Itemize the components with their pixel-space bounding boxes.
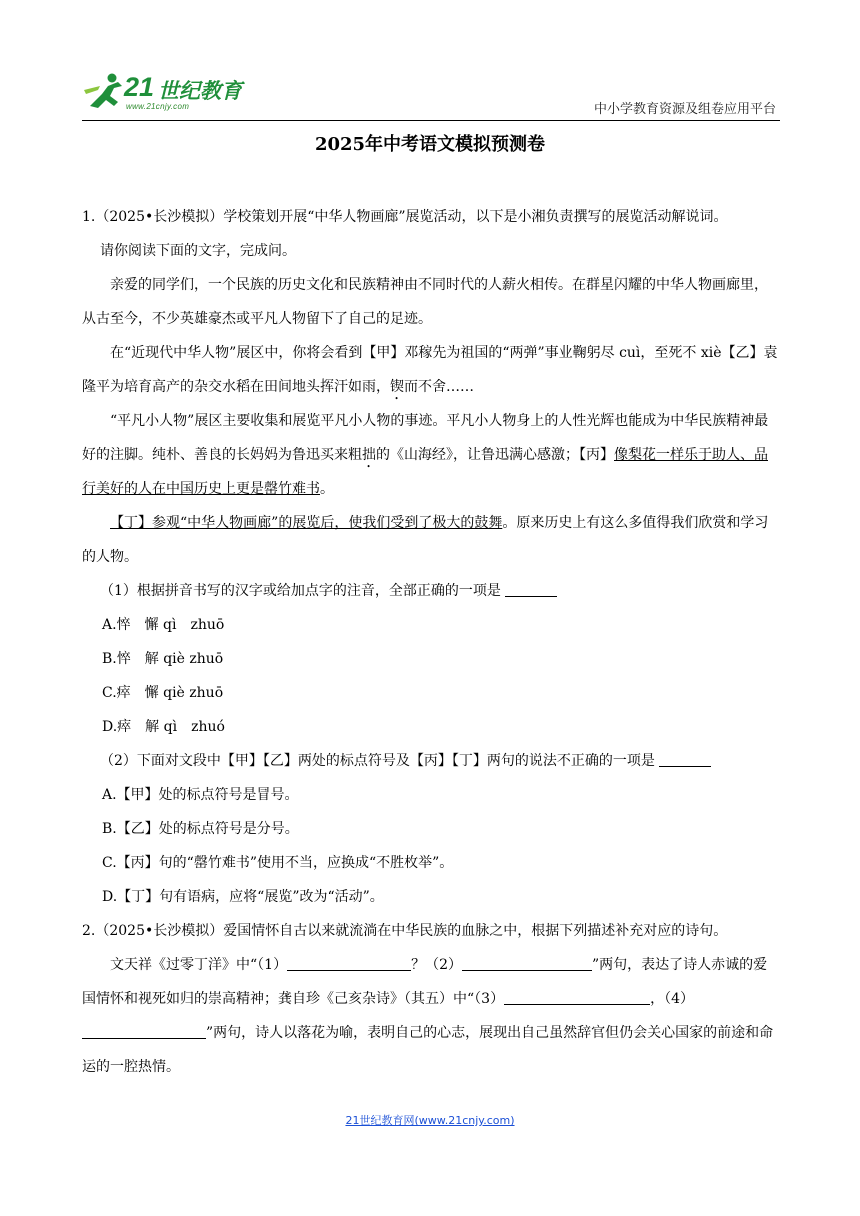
sub1-stem: （1）根据拼音书写的汉字或给加点字的注音，全部正确的一项是 [100,583,501,599]
page-header [82,68,780,121]
underlined-sentence-ding: 【丁】参观“中华人物画廊”的展览后，使我们受到了极大的鼓舞 [110,515,503,531]
q2-text-5: ”两句，诗人以落花为喻，表明自己的心志，展现出自己虽然辞官但仍会关心国家的前途和命运的一腔热情。 [82,1025,774,1075]
answer-blank[interactable] [505,580,557,597]
q2-text-4: ，（4） [650,991,694,1007]
sub-question-2 [82,744,780,778]
platform-label: 中小学教育资源及组卷应用平台 [593,102,776,117]
footer-link[interactable]: 21世纪教育网(www.21cnjy.com) [345,1114,515,1127]
logo-number: 21 [124,72,155,102]
poem-blank-4[interactable] [82,1022,206,1039]
exam-content [82,200,780,1084]
q1-intro-line1: 1.（2025•长沙模拟）学校策划开展“中华人物画廊”展览活动，以下是小湘负责撰写的展览活动解说词。 [82,209,728,225]
page-footer [0,1112,860,1128]
option-a[interactable]: A.【甲】处的标点符号是冒号。 [102,787,299,803]
q1-intro [82,200,780,268]
dotted-char: 锲 [390,379,404,395]
p2-text-a: 在“近现代中华人物”展区中，你将会看到【甲】邓稼先为祖国的“两弹”事业鞠躬尽 cuì，至死不 xiè【乙】袁隆平为培育高产的杂交水稻在田间地头挥汗如雨， [82,345,778,395]
option-d[interactable]: D.瘁 解 qì zhuó [102,719,225,735]
q2-text-3: ”两句，表达了诗人赤诚的爱国情怀和视死如归的崇高精神；龚自珍《己亥杂诗》（其五）中“（3） [82,957,768,1007]
sub2-stem: （2）下面对文段中【甲】【乙】两处的标点符号及【丙】【丁】两句的说法不正确的一项是 [100,753,655,769]
underlined-sentence-bing: 像梨花一样乐于助人、品行美好的人在中国历史上更是罄竹难书 [82,447,768,497]
poem-blank-1[interactable] [287,954,411,971]
passage-paragraph-2 [82,336,780,404]
logo-text: 世纪教育 [158,79,242,103]
q2-body [82,948,780,1084]
dotted-char: 拙 [362,447,376,463]
passage-paragraph-4 [82,506,780,574]
option-a[interactable]: A.悴 懈 qì zhuō [102,617,225,633]
q2-intro: 2.（2025•长沙模拟）爱国情怀自古以来就流淌在中华民族的血脉之中，根据下列描述补充对应的诗句。 [82,923,728,939]
p3-text-b: 的《山海经》，让鲁迅满心感激；【丙】 [376,447,614,463]
poem-blank-3[interactable] [504,988,650,1005]
poem-blank-2[interactable] [462,954,592,971]
q2-text-1: 文天祥《过零丁洋》中“（1） [110,957,288,973]
option-c[interactable]: C.瘁 懈 qiè zhuō [102,685,224,701]
p3-text-a: “平凡小人物”展区主要收集和展览平凡小人物的事迹。平凡小人物身上的人性光辉也能成为中华民族精神最好的注脚。纯朴、善良的长妈妈为鲁迅买来粗 [82,413,769,463]
answer-blank[interactable] [659,750,711,767]
p4-text-b: 。原来历史上有这么多值得我们欣赏和学习的人物。 [82,515,769,565]
sub-question-1 [82,574,780,608]
p3-text-c: 。 [320,481,334,497]
option-b[interactable]: B.悴 解 qiè zhuō [102,651,224,667]
option-c[interactable]: C.【丙】句的“罄竹难书”使用不当，应换成“不胜枚举”。 [102,855,454,871]
option-b[interactable]: B.【乙】处的标点符号是分号。 [102,821,299,837]
p2-text-b: 而不舍…… [404,379,474,395]
q1-intro-line2: 请你阅读下面的文字，完成问。 [100,243,296,259]
runner-logo-icon [82,72,128,112]
q2-text-2: ？（2） [411,957,462,973]
site-logo[interactable] [82,68,252,116]
logo-url: www.21cnjy.com [126,102,190,111]
passage-paragraph-1: 亲爱的同学们，一个民族的历史文化和民族精神由不同时代的人薪火相传。在群星闪耀的中华人物画廊里，从古至今，不少英雄豪杰或平凡人物留下了自己的足迹。 [82,277,768,327]
page-title: 2025年中考语文模拟预测卷 [314,134,546,155]
option-d[interactable]: D.【丁】句有语病，应将“展览”改为“活动”。 [102,889,384,905]
passage-paragraph-3 [82,404,780,506]
